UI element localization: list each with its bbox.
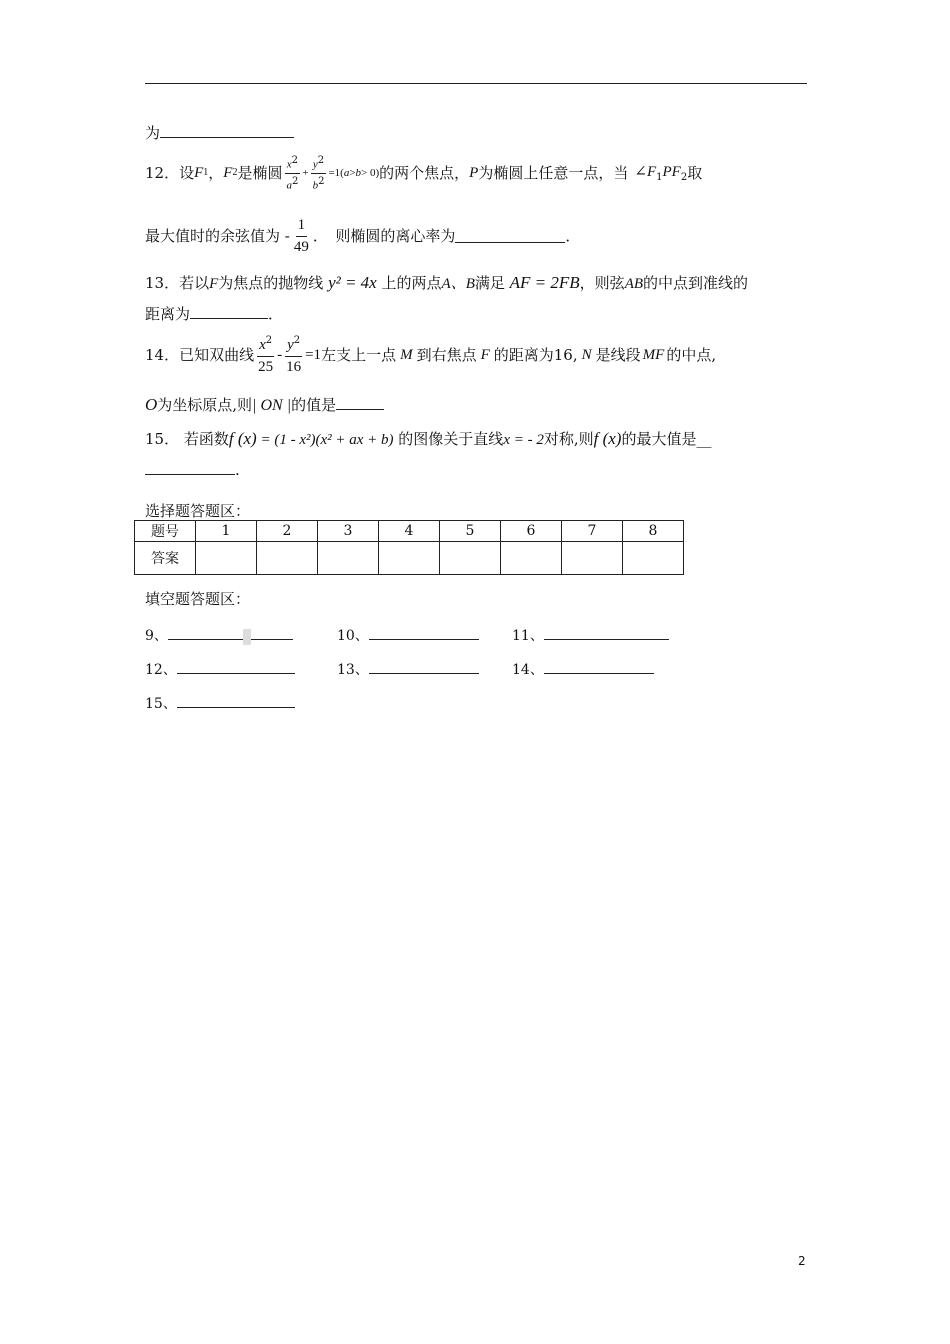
q13-blank: [190, 306, 268, 319]
fill-label: 9、: [145, 628, 168, 644]
q13-e: ，则弦: [579, 274, 625, 292]
continuation-text: 为: [145, 124, 161, 142]
q14-line2-a: 为坐标原点,则: [157, 396, 253, 414]
q12-take: 取: [687, 163, 703, 182]
q12-rest: 的两个焦点，: [379, 163, 470, 182]
q12-frac-den: 49: [293, 238, 309, 255]
q12-eq: =1(: [328, 166, 344, 179]
q12-line2-b: ． 则椭圆的离心率为: [312, 226, 456, 245]
q12-f2: F: [223, 164, 233, 181]
question-12-line-1: [145, 153, 702, 193]
answer-cell[interactable]: [257, 542, 318, 575]
question-13-line-1: [145, 274, 748, 292]
question-number-cell: 8: [623, 521, 684, 542]
q12-cos-fraction: [292, 217, 311, 255]
question-number-cell: 1: [196, 521, 257, 542]
answer-label-cell: 答案: [135, 542, 196, 575]
q15-a: 15． 若函数: [145, 430, 229, 448]
q12-b: b: [312, 179, 319, 192]
q13-f: F: [209, 276, 219, 292]
question-15-line-2: [145, 462, 240, 478]
q12-f2-sub: 2: [232, 167, 238, 178]
q12-cond-gt: >: [349, 166, 356, 179]
fill-item-11[interactable]: [512, 625, 669, 645]
q14-d2: 16: [286, 358, 302, 375]
q14-f-text: 的中点,: [666, 345, 717, 364]
question-number-cell: 3: [318, 521, 379, 542]
q12-cond-gt0: > 0): [361, 166, 380, 179]
q14-on: | ON |: [252, 397, 292, 414]
q13-vector-eq: AF = 2FB: [509, 273, 580, 292]
q12-angle-f1: F: [646, 163, 657, 180]
q12-is-ellipse: 是椭圆: [237, 163, 283, 182]
fill-area-title: 填空题答题区：: [145, 590, 251, 608]
q12-angle-p: P: [662, 163, 672, 180]
q15-eq: = (1 - x²)(x² + ax + b): [256, 432, 394, 448]
q12-frac-y: $\frac{y^2}{b^2}$: [312, 154, 325, 192]
q12-frac-x: $\frac{x^2}{a^2}$: [286, 154, 299, 192]
fill-blank: [369, 627, 479, 640]
table-header-row: [135, 521, 684, 542]
q12-cond-a: a: [343, 166, 350, 179]
fill-blank: [177, 661, 295, 674]
question-13-line-2: [145, 306, 283, 322]
q12-end: ．: [565, 226, 581, 245]
q12-angle: $\angle F_1PF_2$: [634, 163, 688, 183]
fill-blank: [177, 695, 295, 708]
answer-cell[interactable]: [501, 542, 562, 575]
question-number-cell: 2: [257, 521, 318, 542]
q14-n: N: [581, 346, 592, 363]
q14-f: F: [480, 346, 490, 363]
q13-d: 满足: [474, 274, 505, 292]
q15-d: 的最大值是: [621, 430, 697, 448]
q12-line2-a: 最大值时的余弦值为 -: [145, 226, 290, 245]
q15-end: .: [235, 461, 240, 479]
q14-m: M: [400, 346, 413, 363]
q12-f1-sub: 1: [203, 167, 209, 178]
fill-blank: [168, 627, 243, 640]
question-number-cell: 6: [501, 521, 562, 542]
q15-fx2: f (x): [593, 429, 622, 448]
fill-label: 15、: [145, 696, 177, 712]
q12-comma: ，: [208, 163, 224, 182]
continuation-line: [145, 125, 294, 141]
q13-parabola: y² = 4x: [328, 273, 377, 292]
fill-blank: [251, 627, 293, 640]
q13-line2: 距离为: [145, 305, 191, 323]
choice-area-title: 选择题答题区：: [145, 502, 251, 520]
header-rule: [145, 83, 807, 84]
header-label-cell: 题号: [135, 521, 196, 542]
question-number-cell: 5: [440, 521, 501, 542]
q13-a: 13．若以: [145, 274, 210, 292]
q14-minus: -: [277, 346, 283, 363]
q14-x: x: [259, 337, 266, 353]
fill-item-14[interactable]: [512, 659, 654, 679]
q14-e: 是线段: [595, 345, 641, 364]
q14-eq1: =1: [305, 346, 322, 363]
question-12-line-2: [145, 214, 580, 258]
answer-cell[interactable]: [379, 542, 440, 575]
q12-p: P: [469, 164, 479, 181]
answer-blank: [160, 125, 294, 138]
fill-label: 13、: [337, 662, 369, 678]
q14-line2-b: 的值是: [291, 396, 337, 414]
text-cursor: [243, 629, 251, 645]
answer-cell[interactable]: [562, 542, 623, 575]
q15-fx: f (x): [228, 429, 257, 448]
page-number: 2: [798, 1254, 806, 1268]
answer-cell[interactable]: [623, 542, 684, 575]
fill-item-10[interactable]: [337, 625, 479, 645]
q12-angle-f2: F: [671, 163, 681, 180]
fill-label: 12、: [145, 662, 177, 678]
fill-item-15[interactable]: [145, 693, 295, 713]
q15-line-eq: x = - 2: [503, 432, 544, 448]
q12-y: y: [312, 158, 318, 171]
q15-c: 对称,则: [543, 430, 594, 448]
q15-b: 的图像关于直线: [398, 430, 504, 448]
q14-c: 到右焦点: [416, 345, 477, 364]
q14-frac-x: $\frac{x^2}{25}$: [258, 335, 274, 375]
choice-answer-table: [134, 520, 684, 575]
question-number-cell: 4: [379, 521, 440, 542]
question-14-line-2: [145, 396, 384, 414]
q12-plus: +: [302, 166, 309, 179]
q13-ab: A、B: [441, 276, 475, 292]
q12-a: a: [286, 179, 292, 192]
fill-blank: [544, 661, 654, 674]
q15-tail: __: [696, 430, 712, 448]
question-15-line-1: [145, 430, 711, 448]
answer-cell[interactable]: [196, 542, 257, 575]
q12-f1: F: [194, 164, 204, 181]
fill-label: 11、: [512, 628, 544, 644]
q13-end: ．: [268, 305, 284, 323]
q12-x: x: [286, 158, 292, 171]
q14-mf: MF: [642, 346, 665, 363]
answer-cell[interactable]: [318, 542, 379, 575]
q14-a: 14．已知双曲线: [145, 345, 255, 364]
q13-ab2: AB: [624, 276, 644, 292]
q13-c: 上的两点: [381, 274, 442, 292]
fill-blank: [369, 661, 479, 674]
fill-item-12[interactable]: [145, 659, 295, 679]
q12-angle-sym: ∠: [634, 163, 647, 180]
question-number-cell: 7: [562, 521, 623, 542]
fill-item-13[interactable]: [337, 659, 479, 679]
q14-d: 的距离为16,: [493, 345, 578, 364]
fill-label: 14、: [512, 662, 544, 678]
q13-b: 为焦点的抛物线: [218, 274, 324, 292]
q14-d1: 25: [258, 358, 274, 375]
table-answer-row: [135, 542, 684, 575]
q12-cond-b: b: [355, 166, 362, 179]
q12-frac-num: 1: [296, 217, 308, 237]
q12-rest2: 为椭圆上任意一点，当: [478, 163, 629, 182]
q13-f-text: 的中点到准线的: [643, 274, 749, 292]
q14-y: y: [287, 337, 294, 353]
q14-frac-y: $\frac{y^2}{16}$: [286, 335, 302, 375]
q14-o: O: [145, 395, 158, 414]
fill-label: 10、: [337, 628, 369, 644]
q12-blank: [455, 230, 565, 243]
fill-blank: [544, 627, 669, 640]
q12-number: 12．设: [145, 163, 195, 182]
fill-item-9[interactable]: [145, 625, 293, 645]
q15-blank: [145, 462, 235, 475]
answer-cell[interactable]: [440, 542, 501, 575]
question-14-line-1: [145, 332, 716, 378]
q14-blank: [336, 397, 384, 410]
q14-b: 左支上一点: [321, 345, 397, 364]
